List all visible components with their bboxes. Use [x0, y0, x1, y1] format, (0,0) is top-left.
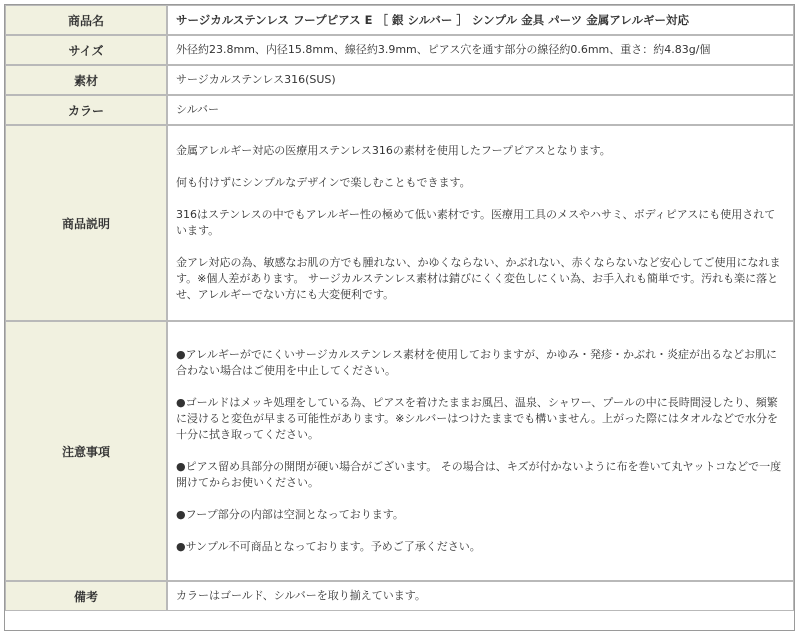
row-description: [5, 125, 794, 321]
product-spec-table-frame: [4, 4, 795, 631]
value-notes: [167, 321, 794, 581]
value-material: サージカルステンレス316(SUS): [167, 65, 794, 95]
label-description: 商品説明: [5, 125, 167, 321]
note-item: ●ピアス留め具部分の開閉が硬い場合がございます。 その場合は、キズが付かないように布を巻いて丸ヤットコなどで一度開けてからお使いください。: [176, 460, 782, 489]
row-product-name: [5, 5, 794, 35]
label-remarks: 備考: [5, 581, 167, 611]
description-paragraph: 316はステンレスの中でもアレルギー性の極めて低い素材です。医療用工具のメスやハサミ、ボディピアスにも使用されています。: [176, 208, 776, 237]
row-remarks: [5, 581, 794, 611]
product-spec-table: [5, 5, 794, 611]
note-item: ●フープ部分の内部は空洞となっております。: [176, 508, 404, 521]
description-paragraph: 金属アレルギー対応の医療用ステンレス316の素材を使用したフープピアスとなります。: [176, 144, 611, 157]
label-notes: 注意事項: [5, 321, 167, 581]
value-product-name: サージカルステンレス フープピアス E ［ 銀 シルバー ］ シンプル 金具 パーツ 金属アレルギー対応: [167, 5, 794, 35]
label-size: サイズ: [5, 35, 167, 65]
note-item: ●サンプル不可商品となっております。予めご了承ください。: [176, 540, 481, 553]
row-material: [5, 65, 794, 95]
note-item: ●ゴールドはメッキ処理をしている為、ピアスを着けたままお風呂、温泉、シャワー、プールの中に長時間浸したり、頻繁に浸けると変色が早まる可能性があります。※シルバーはつけたままでも構いません。上がった際にはタオルなどで水分を十分に拭き取ってください。: [176, 396, 778, 441]
label-color: カラー: [5, 95, 167, 125]
label-material: 素材: [5, 65, 167, 95]
row-notes: [5, 321, 794, 581]
value-color: シルバー: [167, 95, 794, 125]
description-paragraph: 何も付けずにシンプルなデザインで楽しむこともできます。: [176, 176, 471, 189]
row-color: [5, 95, 794, 125]
description-paragraph: 金アレ対応の為、敏感なお肌の方でも腫れない、かゆくならない、かぶれない、赤くならないなど安心してご使用になれます。※個人差があります。 サージカルステンレス素材は錆びにくく変色しにくい為、お手入れも簡単です。汚れも楽に落とせ、アレルギーでない方にも大変便利です。: [176, 256, 781, 301]
note-item: ●アレルギーがでにくいサージカルステンレス素材を使用しておりますが、かゆみ・発疹・かぶれ・炎症が出るなどお肌に合わない場合はご使用を中止してください。: [176, 348, 777, 377]
value-size: 外径約23.8mm、内径15.8mm、線径約3.9mm、ピアス穴を通す部分の線径約0.6mm、重さ：約4.83g/個: [167, 35, 794, 65]
label-product-name: 商品名: [5, 5, 167, 35]
row-size: [5, 35, 794, 65]
value-description: [167, 125, 794, 321]
value-remarks: カラーはゴールド、シルバーを取り揃えています。: [167, 581, 794, 611]
